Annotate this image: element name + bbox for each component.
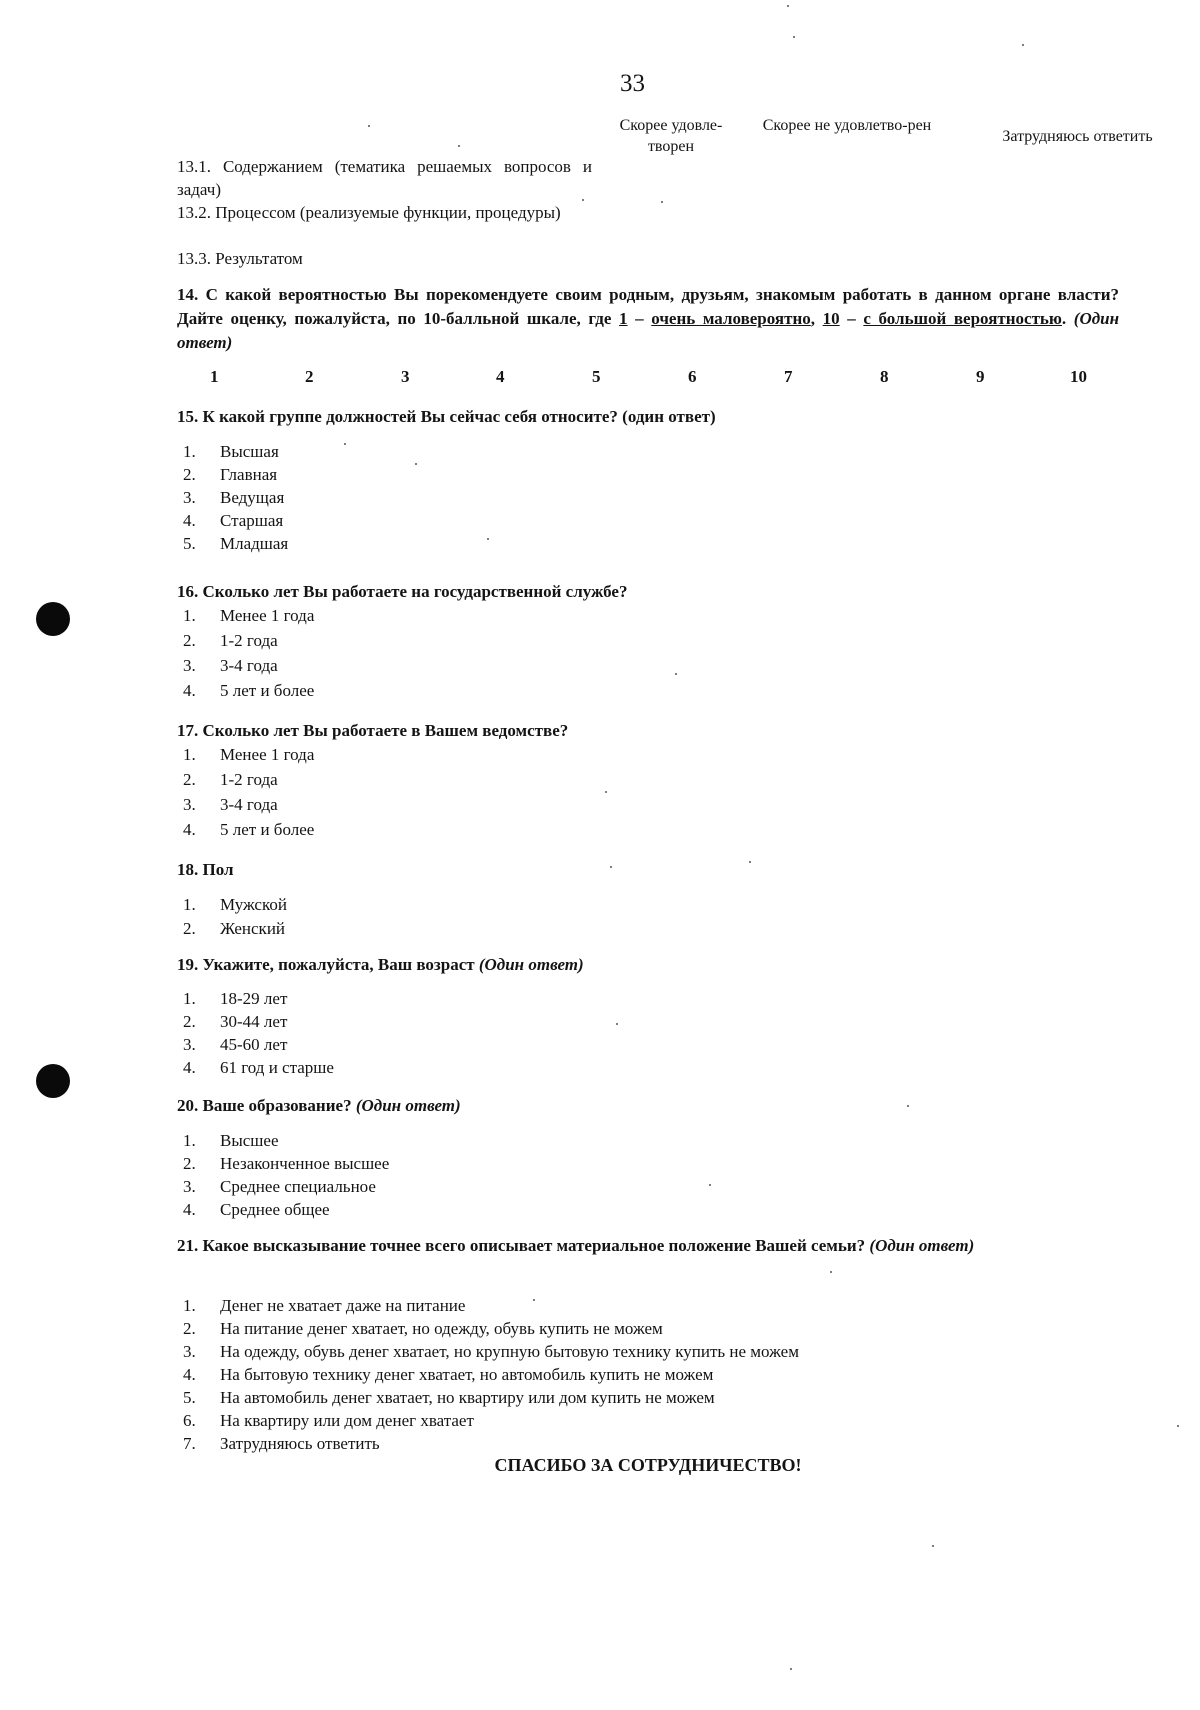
list-item: 4. Среднее общее (183, 1200, 330, 1219)
q15-options (177, 440, 288, 555)
question-19: 19. Укажите, пожалуйста, Ваш возраст (Один ответ) (177, 955, 584, 974)
list-item: 4. 61 год и старше (183, 1058, 334, 1077)
list-item: 1. Мужской (183, 895, 287, 914)
column-header-satisfied: Скорее удовле-творен (619, 117, 723, 155)
list-item: 2. На питание денег хватает, но одежду, обувь купить не можем (183, 1319, 663, 1338)
question-17: 17. Сколько лет Вы работаете в Вашем ведомстве? (177, 721, 569, 740)
list-item: 1. Менее 1 года (183, 745, 315, 764)
list-item: 3. Ведущая (183, 488, 285, 507)
scale-value: 6 (688, 367, 697, 386)
row-13-2: 13.2. Процессом (реализуемые функции, процедуры) (177, 203, 561, 222)
scale-value: 5 (592, 367, 601, 386)
scan-speck (749, 861, 751, 863)
question-18: 18. Пол (177, 860, 234, 879)
scale-value: 8 (880, 367, 889, 386)
rating-scale (190, 367, 1110, 391)
scan-speck (709, 1184, 711, 1186)
scan-speck (661, 201, 663, 203)
q18-options (177, 893, 287, 941)
scan-speck (605, 791, 607, 793)
list-item: 4. На бытовую технику денег хватает, но автомобиль купить не можем (183, 1365, 714, 1384)
question-14: 14. С какой вероятностью Вы порекомендуете своим родным, друзьям, знакомым работать в данном органе власти? Дайте оценку, пожалуйста, по 10-балльной шкале, где 1 – очень маловероятно, 10 – с большой вероятностью. (Один ответ) (177, 285, 1120, 352)
list-item: 5. Младшая (183, 534, 289, 553)
list-item: 4. 5 лет и более (183, 820, 315, 839)
list-item: 4. Старшая (183, 511, 284, 530)
scan-speck (533, 1299, 535, 1301)
list-item: 3. 3-4 года (183, 795, 278, 814)
q21-options (177, 1294, 799, 1455)
list-item: 2. Незаконченное высшее (183, 1154, 390, 1173)
list-item: 6. На квартиру или дом денег хватает (183, 1411, 474, 1430)
list-item: 3. Среднее специальное (183, 1177, 376, 1196)
scale-value: 7 (784, 367, 793, 386)
closing-thanks: СПАСИБО ЗА СОТРУДНИЧЕСТВО! (494, 1455, 802, 1475)
list-item: 4. 5 лет и более (183, 681, 315, 700)
question-15: 15. К какой группе должностей Вы сейчас себя относите? (один ответ) (177, 407, 716, 426)
q17-options (177, 742, 314, 842)
punch-hole (36, 602, 70, 636)
list-item: 1. Денег не хватает даже на питание (183, 1296, 466, 1315)
scan-speck (790, 1668, 792, 1670)
list-item: 2. 30-44 лет (183, 1012, 288, 1031)
scan-speck (487, 538, 489, 540)
scale-value: 1 (210, 367, 219, 386)
row-13-3: 13.3. Результатом (177, 249, 303, 268)
scan-speck (458, 145, 460, 147)
scale-value: 4 (496, 367, 505, 386)
scan-speck (793, 36, 795, 38)
q20-options (177, 1129, 389, 1221)
q19-options (177, 987, 334, 1079)
list-item: 1. 18-29 лет (183, 989, 288, 1008)
column-header-not-satisfied: Скорее не удовлетво-рен (762, 117, 932, 134)
scan-speck (1177, 1425, 1179, 1427)
list-item: 3. 45-60 лет (183, 1035, 288, 1054)
scan-speck (582, 199, 584, 201)
row-13-1: 13.1. Содержанием (тематика решаемых вопросов и задач) (177, 157, 592, 199)
list-item: 2. 1-2 года (183, 770, 278, 789)
list-item: 2. 1-2 года (183, 631, 278, 650)
question-20: 20. Ваше образование? (Один ответ) (177, 1096, 461, 1115)
scan-speck (415, 463, 417, 465)
scan-speck (830, 1271, 832, 1273)
list-item: 2. Женский (183, 919, 286, 938)
scan-speck (907, 1105, 909, 1107)
list-item: 2. Главная (183, 465, 278, 484)
scan-speck (787, 5, 789, 7)
scan-speck (344, 443, 346, 445)
scan-speck (368, 125, 370, 127)
list-item: 5. На автомобиль денег хватает, но квартиру или дом купить не можем (183, 1388, 715, 1407)
column-header-difficult: Затрудняюсь ответить (1002, 128, 1153, 145)
list-item: 7. Затрудняюсь ответить (183, 1434, 380, 1453)
scan-speck (1022, 44, 1024, 46)
question-21: 21. Какое высказывание точнее всего описывает материальное положение Вашей семьи? (Один ответ) (177, 1236, 975, 1255)
scan-speck (675, 673, 677, 675)
punch-hole (36, 1064, 70, 1098)
list-item: 1. Высшее (183, 1131, 279, 1150)
list-item: 3. На одежду, обувь денег хватает, но крупную бытовую технику купить не можем (183, 1342, 799, 1361)
list-item: 1. Менее 1 года (183, 606, 315, 625)
scan-speck (616, 1023, 618, 1025)
scan-speck (610, 866, 612, 868)
scale-value: 2 (305, 367, 314, 386)
scale-value: 3 (401, 367, 410, 386)
page-number: 33 (620, 70, 645, 97)
question-16: 16. Сколько лет Вы работаете на государственной службе? (177, 582, 628, 601)
scale-value: 10 (1070, 367, 1087, 386)
list-item: 3. 3-4 года (183, 656, 278, 675)
scale-value: 9 (976, 367, 985, 386)
q16-options (177, 603, 314, 703)
scan-speck (932, 1545, 934, 1547)
list-item: 1. Высшая (183, 442, 279, 461)
